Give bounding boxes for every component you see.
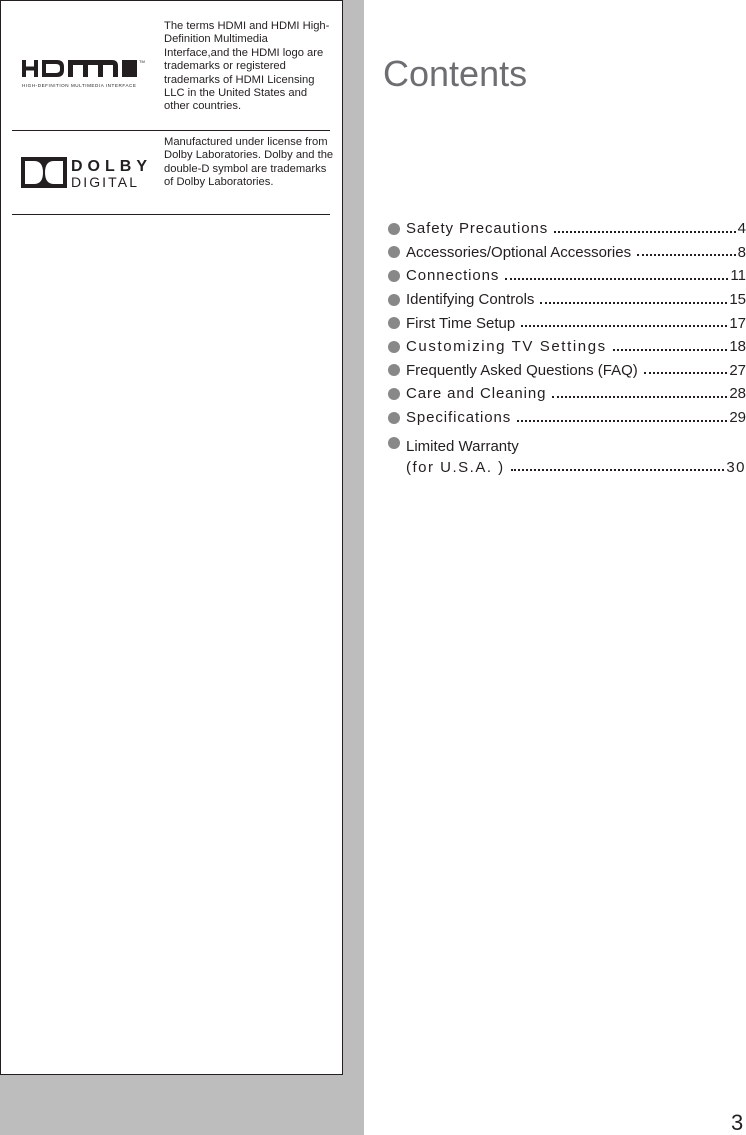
- dot-leader: [552, 396, 727, 398]
- dot-leader: [637, 254, 736, 256]
- toc-item-label: Customizing TV Settings: [406, 338, 607, 356]
- toc-item-page: 30: [726, 458, 746, 476]
- dot-leader: [505, 278, 728, 280]
- bullet-icon: [388, 223, 400, 235]
- toc-item-page: 11: [730, 267, 746, 285]
- dot-leader: [521, 325, 727, 327]
- dot-leader: [511, 469, 725, 471]
- toc-item-page: 15: [729, 291, 746, 309]
- hdmi-trademark-text: The terms HDMI and HDMI High-Definition Multimedia Interface,and the HDMI logo are trademarks or registered trademarks of HDMI Licensing LLC in the United States and other countries.: [164, 20, 330, 113]
- hdmi-logo: [21, 57, 145, 91]
- toc-item-label: Identifying Controls: [406, 291, 535, 309]
- toc-item-accessories[interactable]: [388, 241, 746, 265]
- toc-item-specifications[interactable]: [388, 406, 746, 430]
- svg-text:HIGH-DEFINITION MULTIMEDIA INT: HIGH-DEFINITION MULTIMEDIA INTERFACE: [22, 83, 136, 88]
- toc-item-page: 17: [729, 314, 746, 332]
- toc-item-care-and-cleaning[interactable]: [388, 382, 746, 406]
- dolby-trademark-text: Manufactured under license from Dolby Laboratories. Dolby and the double-D symbol are trademarks of Dolby Laboratories.: [164, 136, 334, 189]
- toc-item-label: Connections: [406, 267, 500, 285]
- toc-item-faq[interactable]: [388, 359, 746, 383]
- toc-item-label: Care and Cleaning: [406, 385, 547, 403]
- toc-item-label: First Time Setup: [406, 314, 516, 332]
- toc-item-page: 8: [737, 243, 746, 261]
- bullet-icon: [388, 388, 400, 400]
- bullet-icon: [388, 412, 400, 424]
- table-of-contents: [388, 217, 746, 479]
- toc-item-page: 4: [737, 220, 746, 238]
- svg-text:DIGITAL: DIGITAL: [71, 174, 137, 190]
- toc-item-page: 28: [729, 385, 746, 403]
- svg-text:TM: TM: [139, 59, 145, 64]
- toc-item-customizing-tv-settings[interactable]: [388, 335, 746, 359]
- page-number: 3: [731, 1110, 744, 1135]
- svg-text:DOLBY: DOLBY: [71, 158, 147, 175]
- dot-leader: [540, 302, 727, 304]
- bullet-icon: [388, 437, 400, 449]
- bullet-icon: [388, 341, 400, 353]
- toc-item-warranty-usa[interactable]: [388, 455, 746, 479]
- bullet-icon: [388, 317, 400, 329]
- page-title: Contents: [383, 53, 528, 94]
- toc-item-sub-label: (for U.S.A. ): [406, 458, 505, 476]
- toc-item-page: 27: [729, 361, 746, 379]
- bullet-icon: [388, 246, 400, 258]
- dot-leader: [644, 372, 728, 374]
- dot-leader: [613, 349, 728, 351]
- dolby-digital-logo: [21, 155, 149, 191]
- toc-item-label: Frequently Asked Questions (FAQ): [406, 361, 638, 379]
- dot-leader: [554, 231, 736, 233]
- dot-leader: [517, 420, 727, 422]
- toc-item-safety-precautions[interactable]: [388, 217, 746, 241]
- toc-item-label: Accessories/Optional Accessories: [406, 243, 632, 261]
- toc-item-connections[interactable]: [388, 264, 746, 288]
- toc-item-label: Specifications: [406, 409, 512, 427]
- toc-item-first-time-setup[interactable]: [388, 311, 746, 335]
- toc-item-identifying-controls[interactable]: [388, 288, 746, 312]
- bullet-icon: [388, 270, 400, 282]
- bullet-icon: [388, 364, 400, 376]
- bullet-icon: [388, 294, 400, 306]
- toc-item-page: 18: [729, 338, 746, 356]
- toc-item-limited-warranty[interactable]: [388, 429, 746, 455]
- toc-item-label: Limited Warranty: [406, 438, 519, 456]
- toc-item-label: Safety Precautions: [406, 220, 549, 238]
- toc-item-page: 29: [729, 409, 746, 427]
